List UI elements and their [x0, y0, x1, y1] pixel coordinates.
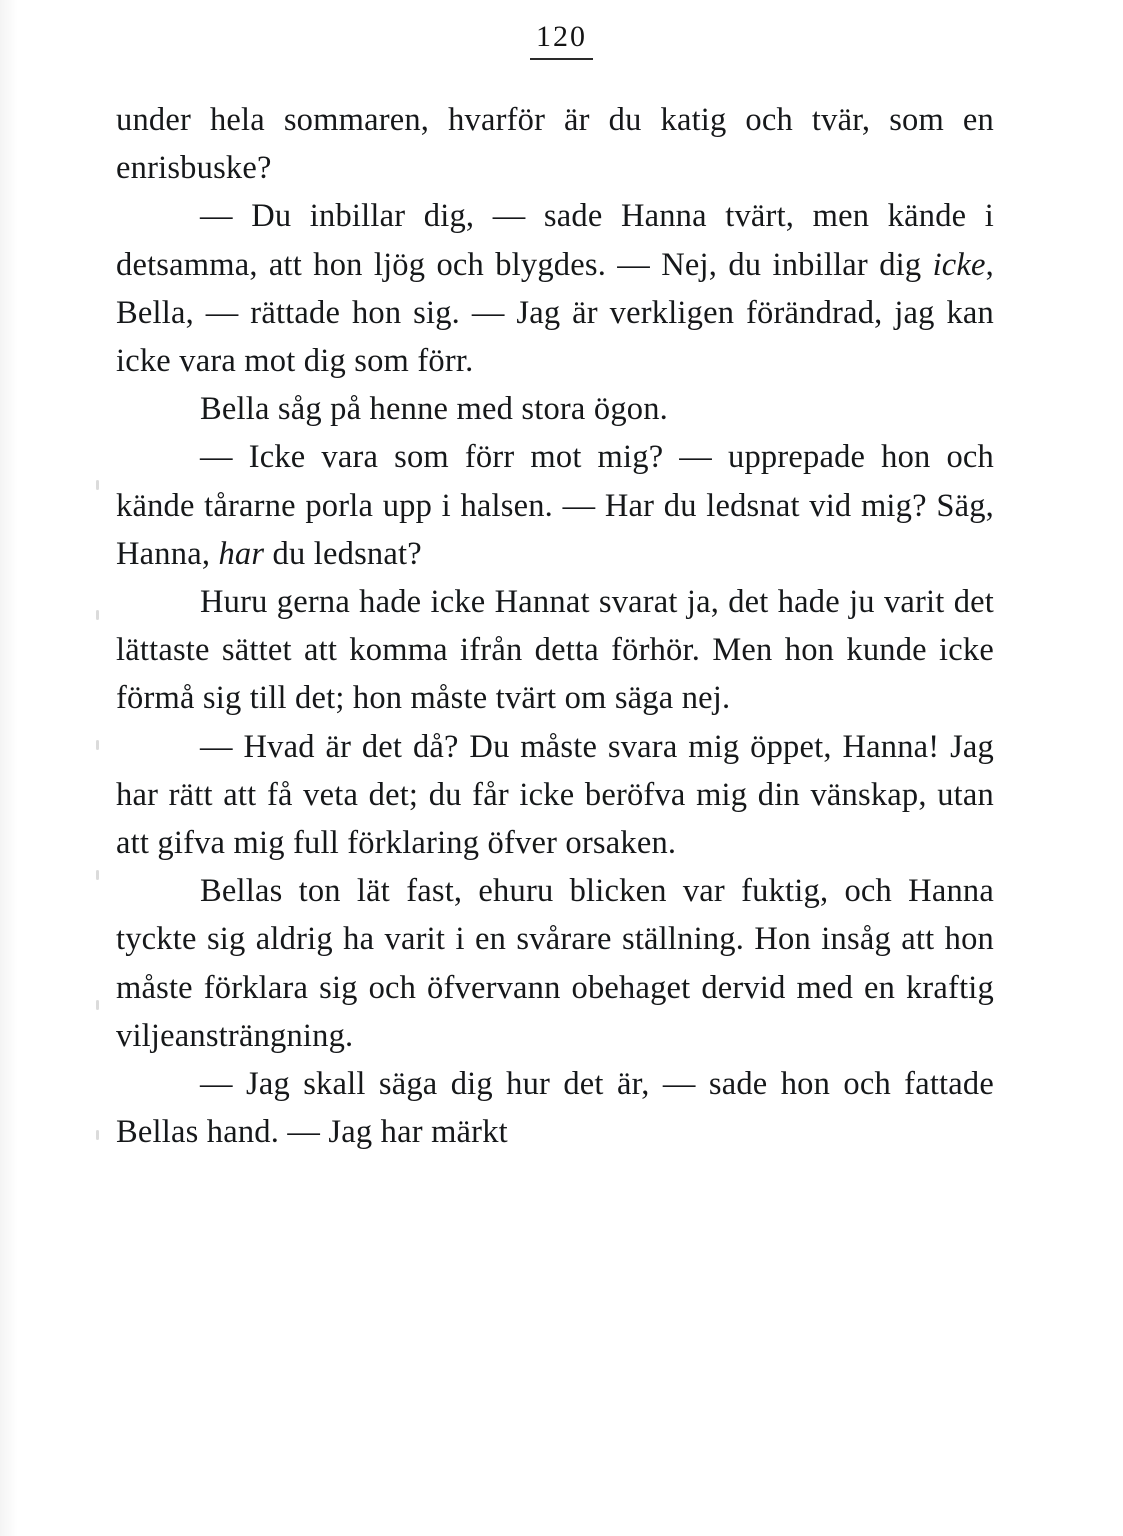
edge-mark — [96, 610, 99, 620]
page-number: 120 — [530, 20, 593, 60]
paragraph — [116, 1060, 994, 1156]
body-text: Bellas ton lät fast, ehuru blicken var fuktig, och Hanna tyckte sig aldrig ha varit i en svårare ställning. Hon insåg att hon måste förklara sig och öfvervann obehaget dervid med en kraftig viljeansträngning. — [116, 873, 994, 1054]
body-text: Huru gerna hade icke Hannat svarat ja, det hade ju varit det lättaste sättet att komma ifrån detta förhör. Men hon kunde icke förmå sig till det; hon måste tvärt om säga nej. — [116, 584, 994, 717]
body-text: under hela sommaren, hvarför är du katig och tvär, som en enrisbuske? — [116, 102, 994, 187]
page-edge-artifacts — [96, 480, 102, 1360]
paragraph — [116, 385, 994, 433]
emphasis-text: har — [218, 535, 265, 572]
paragraph — [116, 578, 994, 723]
paragraph — [116, 867, 994, 1060]
edge-mark — [96, 1130, 99, 1140]
body-text: — Icke vara som förr mot mig? — upprepade hon och kände tårarne porla upp i halsen. — Har du ledsnat vid mig? Säg, Hanna, — [116, 439, 994, 572]
paragraph — [116, 433, 994, 578]
edge-mark — [96, 740, 99, 750]
paragraph — [116, 723, 994, 868]
body-text-block — [116, 96, 994, 1156]
body-text: — Du inbillar dig, — sade Hanna tvärt, men kände i detsamma, att hon ljög och blygdes. — Nej, du inbillar dig — [116, 198, 994, 283]
paragraph — [116, 96, 994, 192]
edge-mark — [96, 870, 99, 880]
page-spine-shading — [0, 0, 18, 1536]
body-text: , Bella, — rättade hon sig. — Jag är verkligen förändrad, jag kan icke vara mot dig som förr. — [116, 246, 994, 380]
body-text: — Hvad är det då? Du måste svara mig öppet, Hanna! Jag har rätt att få veta det; du får icke beröfva mig din vänskap, utan att gifva mig full förklaring öfver orsaken. — [116, 728, 994, 862]
page-header — [0, 20, 1123, 60]
body-text: du ledsnat? — [264, 535, 422, 572]
body-text: Bella såg på henne med stora ögon. — [200, 391, 668, 428]
paragraph — [116, 192, 994, 385]
edge-mark — [96, 480, 99, 490]
edge-mark — [96, 1000, 99, 1010]
body-text: — Jag skall säga dig hur det är, — sade hon och fattade Bellas hand. — Jag har märkt — [116, 1066, 994, 1151]
emphasis-text: icke — [932, 246, 986, 283]
